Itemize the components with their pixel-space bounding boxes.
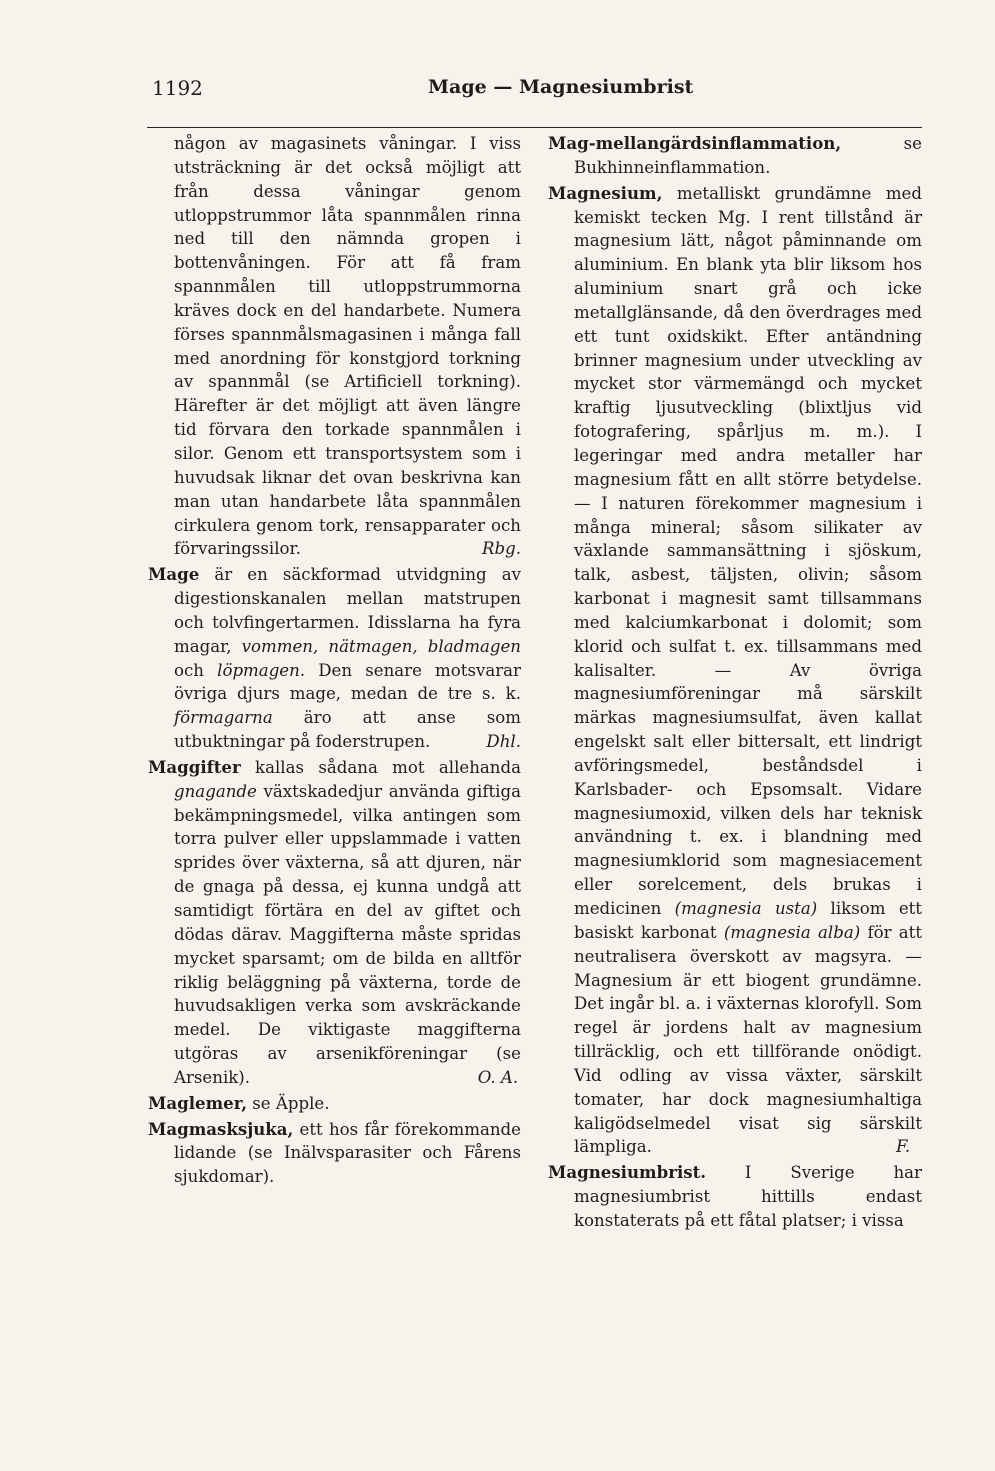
entry-maggifter: Maggifter kallas sådana mot allehanda gnagande växtskadedjur använda giftiga bekämpningsmedel, vilka antingen som torra pulver eller uppslammade i vatten sprides över växterna, så att djuren, när de gnaga på dessa, ej kunna undgå att samtidigt förtära en del av giftet och dödas därav. Maggifterna måste spridas mycket sparsamt; om de bilda en alltför riklig beläggning på växterna, torde de huvudsakligen verka som avskräckande medel. De viktigaste maggifterna utgöras av arsenikföreningar (se Arsenik). O. A. (148, 756, 521, 1090)
entry-continuation: någon av magasinets våningar. I viss utsträckning är det också möjligt att från dessa våningar genom utloppstrummor låta spannmålen rinna ned till den nämnda gropen i bottenvåningen. För att få fram spannmålen till utloppstrummorna kräves dock en del handarbete. Numera förses spannmålsmagasinen i många fall med anordning för konstgjord torkning av spannmål (se Artificiell torkning). Härefter är det möjligt att även längre tid förvara den torkade spannmålen i silor. Genom ett transportsystem som i huvudsak liknar det ovan beskrivna kan man utan handarbete låta spannmålen cirkulera genom tork, rensapparater och förvaringssilor. Rbg. (148, 132, 521, 561)
right-column (548, 132, 922, 1235)
entry-term: Magnesiumbrist. (548, 1162, 707, 1183)
entry-term: Maggifter (148, 756, 241, 777)
entry-mag-mellangardsinflammation: Mag-mellangärdsinflammation, se Bukhinneinflammation. (548, 133, 922, 177)
entry-term: Maglemer, (148, 1092, 248, 1113)
running-title: Mage — Magnesiumbrist (428, 76, 694, 98)
entry-mage: Mage är en säckformad utvidgning av digestionskanalen mellan matstrupen och tolvfingertarmen. Idisslarna ha fyra magar, vommen, nätmagen, bladmagen och löpmagen. Den senare motsvarar övriga djurs mage, medan de tre s. k. förmagarna äro att anse som utbuktningar på foderstrupen. Dhl. (148, 563, 521, 754)
entry-term: Mage (148, 564, 200, 585)
page-number: 1192 (152, 76, 203, 100)
left-column (148, 132, 521, 1191)
page-header (0, 76, 995, 108)
author-signature: Dhl. (486, 732, 521, 752)
header-rule (147, 127, 922, 128)
author-signature: Rbg. (481, 539, 521, 559)
entry-magnesium: Magnesium, metalliskt grundämne med kemiskt tecken Mg. I rent tillstånd är magnesium lätt, något påminnande om aluminium. En blank yta blir liksom hos aluminium snart grå och icke metallglänsande, då den överdrages med ett tunt oxidskikt. Efter antändning brinner magnesium under utveckling av mycket stor värmemängd och mycket kraftig ljusutveckling (blixtljus vid fotografering, spårljus m. m.). I legeringar med andra metaller har magnesium fått en allt större betydelse. — I naturen förekommer magnesium i många mineral; såsom silikater av växlande sammansättning i sjöskum, talk, asbest, täljsten, olivin; såsom karbonat i magnesit samt tillsammans med kalciumkarbonat i dolomit; som klorid och sulfat t. ex. tillsammans med kalisalter. — Av övriga magnesiumföreningar må särskilt märkas magnesiumsulfat, även kallat engelskt salt eller bittersalt, ett lindrigt avföringsmedel, beståndsdel i Karlsbader- och Epsomsalt. Vidare magnesiumoxid, vilken dels har teknisk användning t. ex. i blandning med magnesiumklorid som magnesiacement eller sorelcement, dels brukas i medicinen (magnesia usta) liksom ett basiskt karbonat (magnesia alba) för att neutralisera överskott av magsyra. — Magnesium är ett biogent grundämne. Det ingår bl. a. i växternas klorofyll. Som regel är jordens halt av magnesium tillräcklig, och ett tillförande onödigt. Vid odling av vissa växter, särskilt tomater, har dock magnesiumhaltiga kaligödselmedel visat sig särskilt lämpliga. F. (548, 182, 922, 1157)
entry-magmasksjuka: Magmasksjuka, ett hos får förekommande lidande (se Inälvsparasiter och Fårens sjukdomar). (148, 1118, 521, 1187)
author-signature: O. A. (477, 1067, 519, 1087)
entry-maglemer: Maglemer, se Äpple. (148, 1092, 330, 1113)
entry-term: Magmasksjuka, (148, 1118, 294, 1139)
entry-term: Magnesium, (548, 182, 663, 203)
entry-magnesiumbrist: Magnesiumbrist. I Sverige har magnesiumbrist hittills endast konstaterats på ett fåtal platser; i vissa (548, 1162, 922, 1230)
entry-term: Mag-mellangärdsinflammation, (548, 133, 842, 153)
